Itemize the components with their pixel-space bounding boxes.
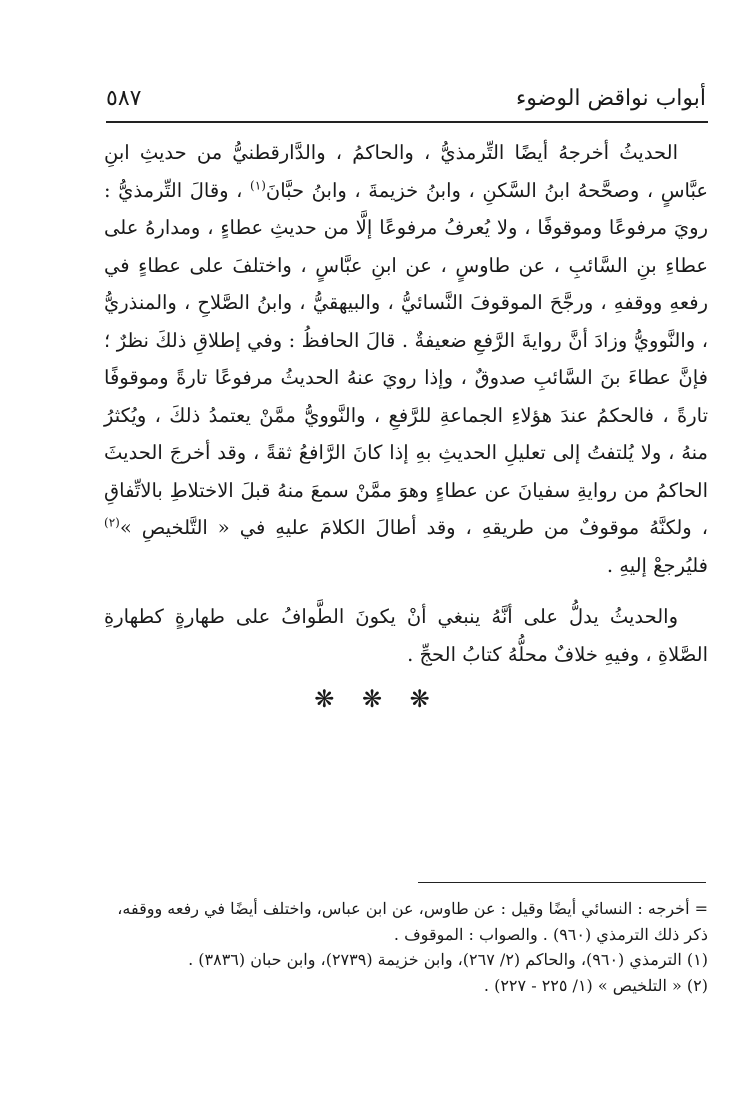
paragraph-1-text-c: فليُرجعْ إليهِ . [606,553,708,577]
paragraph-1-text-a: الحديثُ أخرجهُ أيضًا التِّرمذيُّ ، والحاكمُ ، والدَّارقطنيُّ من حديثِ ابنِ عبَّاسٍ ، وصحَّحهُ ابنُ السَّكنِ ، وابنُ خزيمةَ ، وابنُ حبَّانَ [104,141,708,202]
footnote-rule [418,882,706,883]
chapter-title: أبواب نواقض الوضوء [515,86,706,111]
footnote-2: (٢) « التلخيص » (١/ ٢٢٥ - ٢٢٧) . [483,975,708,995]
section-ornament: ❋ ❋ ❋ [314,685,440,713]
paragraph-1 [104,134,708,584]
paragraph-1-text-b: ، وقالَ التِّرمذيُّ : رويَ مرفوعًا وموقوفًا ، ولا يُعرفُ مرفوعًا إلَّا من حديثِ عطاءٍ ، ومدارهُ على عطاءِ بنِ السَّائبِ ، عن طاوسٍ ، عن ابنِ عبَّاسٍ ، واختلفَ على عطاءٍ في رفعهِ ووقفهِ ، ورجَّحَ الموقوفَ النَّسائيُّ ، والبيهقيُّ ، وابنُ الصَّلاحِ ، والمنذريُّ ، والنَّوويُّ وزادَ أنَّ روايةَ الرَّفعِ ضعيفةٌ . قالَ الحافظُ : وفي إطلاقِ ذلكَ نظرٌ ؛ فإنَّ عطاءَ بنَ السَّائبِ صدوقٌ ، وإذا رويَ عنهُ الحديثُ مرفوعًا تارةً وموقوفًا تارةً ، فالحكمُ عندَ هؤلاءِ الجماعةِ للرَّفعِ ، والنَّوويُّ ممَّنْ يعتمدُ ذلكَ ، ويُكثرُ منهُ ، ولا يُلتفتُ إلى تعليلِ الحديثِ بهِ إذا كانَ الرَّافعُ ثقةً ، وقد أخرجَ الحديثَ الحاكمُ من روايةِ سفيانَ عن عطاءٍ وهوَ ممَّنْ سمعَ منهُ قبلَ الاختلاطِ بالاتِّفاقِ ، ولكنَّهُ موقوفٌ من طريقهِ ، وقد أطالَ الكلامَ عليهِ في « التَّلخيصِ » [104,178,708,539]
main-text [104,134,708,673]
page-number: ٥٨٧ [106,86,142,111]
footnote-1: (١) الترمذي (٩٦٠)، والحاكم (٢/ ٢٦٧)، وابن خزيمة (٢٧٣٩)، وابن حبان (٣٨٣٦) . [188,950,708,969]
footnote-ref-1: (١) [250,178,266,192]
header-rule [106,121,708,123]
footnotes [104,896,708,998]
footnote-ref-2: (٢) [104,515,120,530]
paragraph-2: والحديثُ يدلُّ على أنَّهُ ينبغي أنْ يكونَ الطَّوافُ على طهارةٍ كطهارةِ الصَّلاةِ ، وفيهِ خلافٌ محلُّهُ كتابُ الحجِّ . [104,605,708,666]
running-header [106,80,706,120]
footnote-continuation: = أخرجه : النسائي أيضًا وقيل : عن طاوس، عن ابن عباس، واختلف أيضًا في رفعه ووقفه، ذكر ذلك الترمذي (٩٦٠) . والصواب : الموقوف . [117,899,708,944]
